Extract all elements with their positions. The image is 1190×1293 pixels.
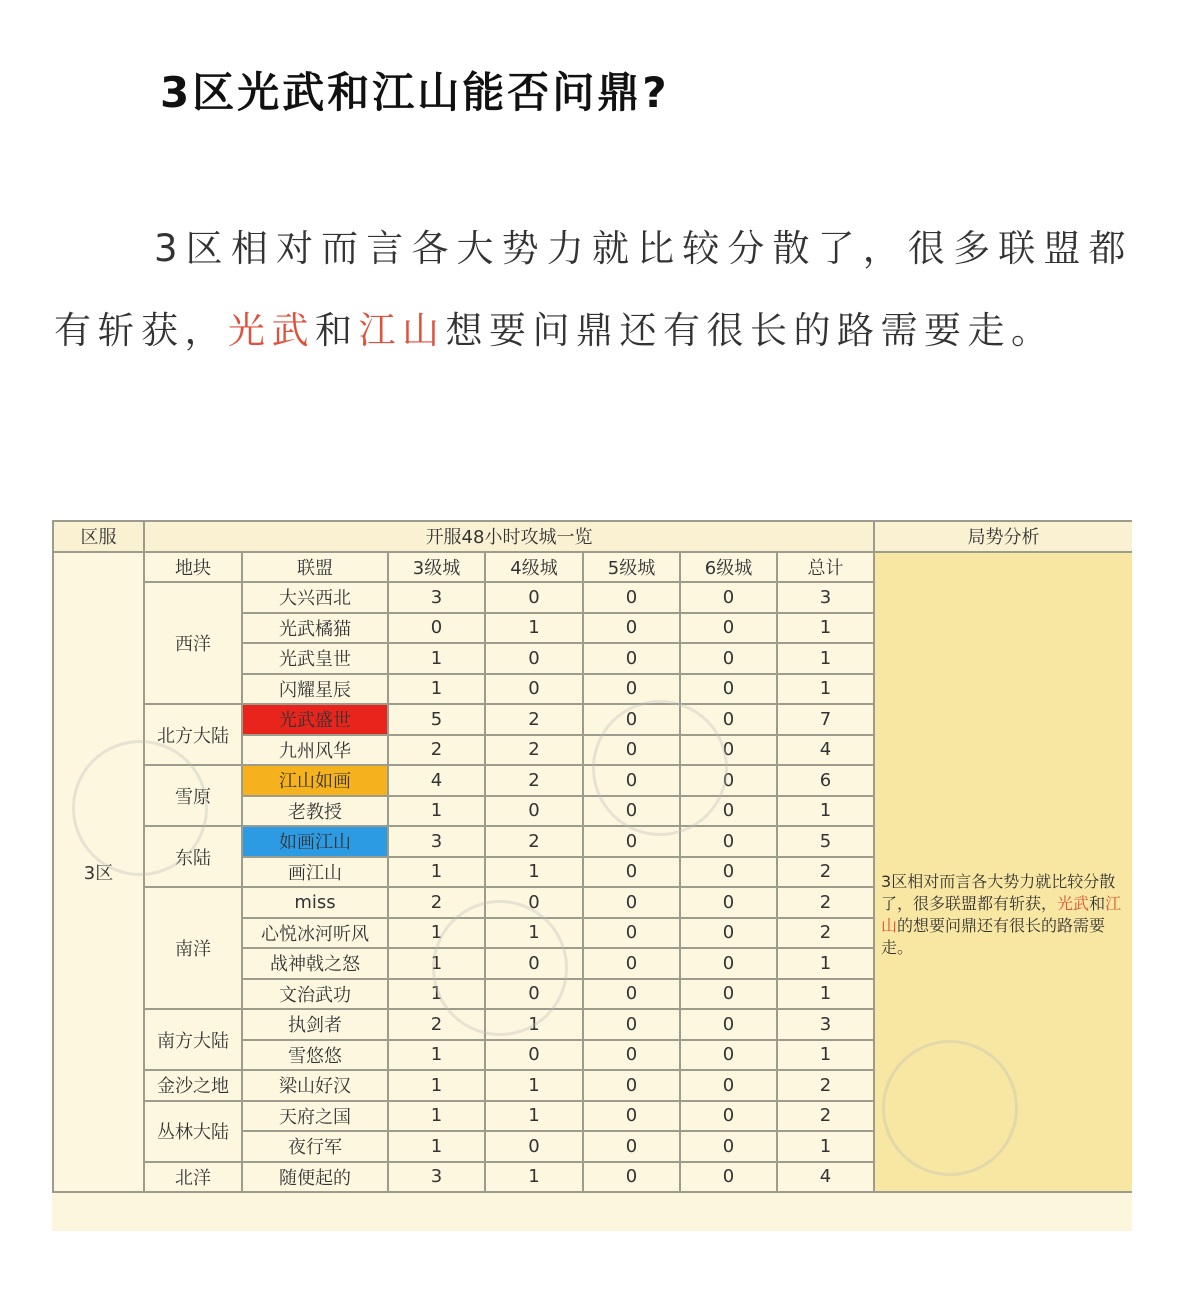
count-cell-total: 1 [777, 1131, 874, 1162]
count-cell-l4: 1 [485, 1162, 583, 1193]
count-cell-total: 1 [777, 796, 874, 827]
column-header: 地块 [144, 552, 242, 583]
count-cell-l4: 0 [485, 887, 583, 918]
count-cell-l4: 0 [485, 1131, 583, 1162]
count-cell-total: 1 [777, 643, 874, 674]
article-paragraph [54, 208, 1132, 372]
count-cell-l5: 0 [583, 887, 680, 918]
count-cell-l3: 1 [388, 857, 485, 888]
count-cell-l3: 3 [388, 1162, 485, 1193]
count-cell-l5: 0 [583, 1040, 680, 1071]
region-cell: 丛林大陆 [144, 1101, 242, 1162]
count-cell-total: 7 [777, 704, 874, 735]
para-highlight-guangwu: 光武 [228, 309, 315, 352]
count-cell-l4: 0 [485, 1040, 583, 1071]
region-cell: 金沙之地 [144, 1070, 242, 1101]
alliance-cell: 战神戟之怒 [242, 948, 388, 979]
count-cell-total: 2 [777, 1070, 874, 1101]
count-cell-l6: 0 [680, 796, 777, 827]
alliance-cell: 心悦冰河听风 [242, 918, 388, 949]
count-cell-l6: 0 [680, 826, 777, 857]
region-cell: 南方大陆 [144, 1009, 242, 1070]
count-cell-l6: 0 [680, 643, 777, 674]
count-cell-l6: 0 [680, 1040, 777, 1071]
alliance-cell: 夜行军 [242, 1131, 388, 1162]
count-cell-l5: 0 [583, 674, 680, 705]
alliance-cell: 江山如画 [242, 765, 388, 796]
count-cell-total: 6 [777, 765, 874, 796]
count-cell-total: 2 [777, 857, 874, 888]
count-cell-l3: 2 [388, 735, 485, 766]
count-cell-l4: 2 [485, 826, 583, 857]
region-cell: 东陆 [144, 826, 242, 887]
count-cell-l4: 2 [485, 735, 583, 766]
column-header: 6级城 [680, 552, 777, 583]
count-cell-l5: 0 [583, 643, 680, 674]
count-cell-total: 2 [777, 887, 874, 918]
count-cell-l6: 0 [680, 1101, 777, 1132]
header-server: 区服 [53, 521, 144, 552]
analysis-text [881, 871, 1127, 959]
count-cell-l5: 0 [583, 918, 680, 949]
alliance-cell: 九州风华 [242, 735, 388, 766]
count-cell-l6: 0 [680, 704, 777, 735]
count-cell-total: 1 [777, 613, 874, 644]
count-cell-l3: 3 [388, 582, 485, 613]
count-cell-l5: 0 [583, 1009, 680, 1040]
count-cell-l4: 1 [485, 613, 583, 644]
analysis-red1: 光武 [1057, 893, 1090, 913]
para-text-1: 3区相对而言各大势力就比较分散了，很多联盟都有斩获， [54, 227, 1132, 352]
analysis-part2: 和 [1089, 893, 1106, 913]
count-cell-l4: 0 [485, 674, 583, 705]
count-cell-l4: 1 [485, 918, 583, 949]
count-cell-l6: 0 [680, 582, 777, 613]
count-cell-l5: 0 [583, 735, 680, 766]
analysis-part1: 3区相对而言各大势力就比较分散了，很多联盟都有斩获， [881, 871, 1116, 913]
count-cell-l6: 0 [680, 1162, 777, 1193]
count-cell-total: 1 [777, 979, 874, 1010]
column-header: 4级城 [485, 552, 583, 583]
header-overview: 开服48小时攻城一览 [144, 521, 874, 552]
count-cell-l6: 0 [680, 948, 777, 979]
article-title: 3区光武和江山能否问鼎? [160, 68, 670, 117]
region-cell: 北洋 [144, 1162, 242, 1193]
para-text-3: 想要问鼎还有很长的路需要走。 [445, 309, 1055, 352]
count-cell-l4: 2 [485, 704, 583, 735]
count-cell-l3: 5 [388, 704, 485, 735]
table-header-row [53, 521, 1132, 552]
para-text-2: 和 [315, 309, 359, 352]
count-cell-l3: 1 [388, 1040, 485, 1071]
count-cell-l4: 2 [485, 765, 583, 796]
analysis-cell [874, 552, 1132, 1193]
siege-table-image [52, 520, 1132, 1231]
siege-table [52, 520, 1132, 1193]
count-cell-l3: 1 [388, 674, 485, 705]
count-cell-l3: 1 [388, 979, 485, 1010]
count-cell-l4: 1 [485, 857, 583, 888]
count-cell-total: 2 [777, 918, 874, 949]
count-cell-total: 1 [777, 674, 874, 705]
count-cell-l3: 1 [388, 1070, 485, 1101]
count-cell-total: 1 [777, 948, 874, 979]
count-cell-l6: 0 [680, 1131, 777, 1162]
count-cell-l3: 3 [388, 826, 485, 857]
alliance-cell: 光武橘猫 [242, 613, 388, 644]
column-header: 3级城 [388, 552, 485, 583]
count-cell-l5: 0 [583, 979, 680, 1010]
alliance-cell: 光武盛世 [242, 704, 388, 735]
count-cell-l6: 0 [680, 613, 777, 644]
analysis-red2: 江山 [881, 893, 1122, 935]
count-cell-l6: 0 [680, 857, 777, 888]
alliance-cell: 文治武功 [242, 979, 388, 1010]
count-cell-total: 3 [777, 1009, 874, 1040]
count-cell-l3: 1 [388, 1131, 485, 1162]
count-cell-l4: 0 [485, 643, 583, 674]
region-cell: 西洋 [144, 582, 242, 704]
column-header: 5级城 [583, 552, 680, 583]
count-cell-l5: 0 [583, 765, 680, 796]
count-cell-l5: 0 [583, 857, 680, 888]
count-cell-l6: 0 [680, 918, 777, 949]
count-cell-l5: 0 [583, 582, 680, 613]
count-cell-l4: 1 [485, 1009, 583, 1040]
count-cell-l3: 2 [388, 887, 485, 918]
count-cell-total: 2 [777, 1101, 874, 1132]
count-cell-l5: 0 [583, 826, 680, 857]
count-cell-l6: 0 [680, 735, 777, 766]
region-cell: 雪原 [144, 765, 242, 826]
para-highlight-jiangshan: 江山 [358, 309, 446, 352]
count-cell-total: 4 [777, 735, 874, 766]
count-cell-l3: 1 [388, 643, 485, 674]
alliance-cell: 光武皇世 [242, 643, 388, 674]
alliance-cell: 执剑者 [242, 1009, 388, 1040]
alliance-cell: 老教授 [242, 796, 388, 827]
count-cell-total: 4 [777, 1162, 874, 1193]
count-cell-l3: 4 [388, 765, 485, 796]
count-cell-l6: 0 [680, 887, 777, 918]
count-cell-l4: 0 [485, 948, 583, 979]
count-cell-total: 5 [777, 826, 874, 857]
server-cell: 3区 [53, 552, 144, 1193]
region-cell: 北方大陆 [144, 704, 242, 765]
region-cell: 南洋 [144, 887, 242, 1009]
alliance-cell: miss [242, 887, 388, 918]
header-analysis: 局势分析 [874, 521, 1132, 552]
count-cell-l3: 0 [388, 613, 485, 644]
count-cell-l5: 0 [583, 704, 680, 735]
count-cell-l5: 0 [583, 1101, 680, 1132]
alliance-cell: 大兴西北 [242, 582, 388, 613]
column-header: 总计 [777, 552, 874, 583]
count-cell-l6: 0 [680, 765, 777, 796]
count-cell-l5: 0 [583, 948, 680, 979]
count-cell-l5: 0 [583, 1162, 680, 1193]
count-cell-l3: 2 [388, 1009, 485, 1040]
count-cell-l5: 0 [583, 1070, 680, 1101]
count-cell-l3: 1 [388, 918, 485, 949]
alliance-cell: 如画江山 [242, 826, 388, 857]
alliance-cell: 画江山 [242, 857, 388, 888]
count-cell-l5: 0 [583, 1131, 680, 1162]
count-cell-l3: 1 [388, 1101, 485, 1132]
count-cell-l3: 1 [388, 948, 485, 979]
count-cell-l5: 0 [583, 613, 680, 644]
count-cell-l6: 0 [680, 979, 777, 1010]
column-header: 联盟 [242, 552, 388, 583]
count-cell-l6: 0 [680, 1009, 777, 1040]
alliance-cell: 天府之国 [242, 1101, 388, 1132]
count-cell-l4: 1 [485, 1070, 583, 1101]
alliance-cell: 梁山好汉 [242, 1070, 388, 1101]
count-cell-l5: 0 [583, 796, 680, 827]
alliance-cell: 雪悠悠 [242, 1040, 388, 1071]
analysis-part3: 的想要问鼎还有很长的路需要走。 [881, 915, 1106, 957]
count-cell-l4: 0 [485, 796, 583, 827]
count-cell-l4: 1 [485, 1101, 583, 1132]
count-cell-total: 3 [777, 582, 874, 613]
count-cell-l4: 0 [485, 582, 583, 613]
count-cell-l6: 0 [680, 1070, 777, 1101]
count-cell-total: 1 [777, 1040, 874, 1071]
count-cell-l6: 0 [680, 674, 777, 705]
table-column-row [53, 552, 1132, 583]
count-cell-l3: 1 [388, 796, 485, 827]
alliance-cell: 随便起的 [242, 1162, 388, 1193]
count-cell-l4: 0 [485, 979, 583, 1010]
alliance-cell: 闪耀星辰 [242, 674, 388, 705]
